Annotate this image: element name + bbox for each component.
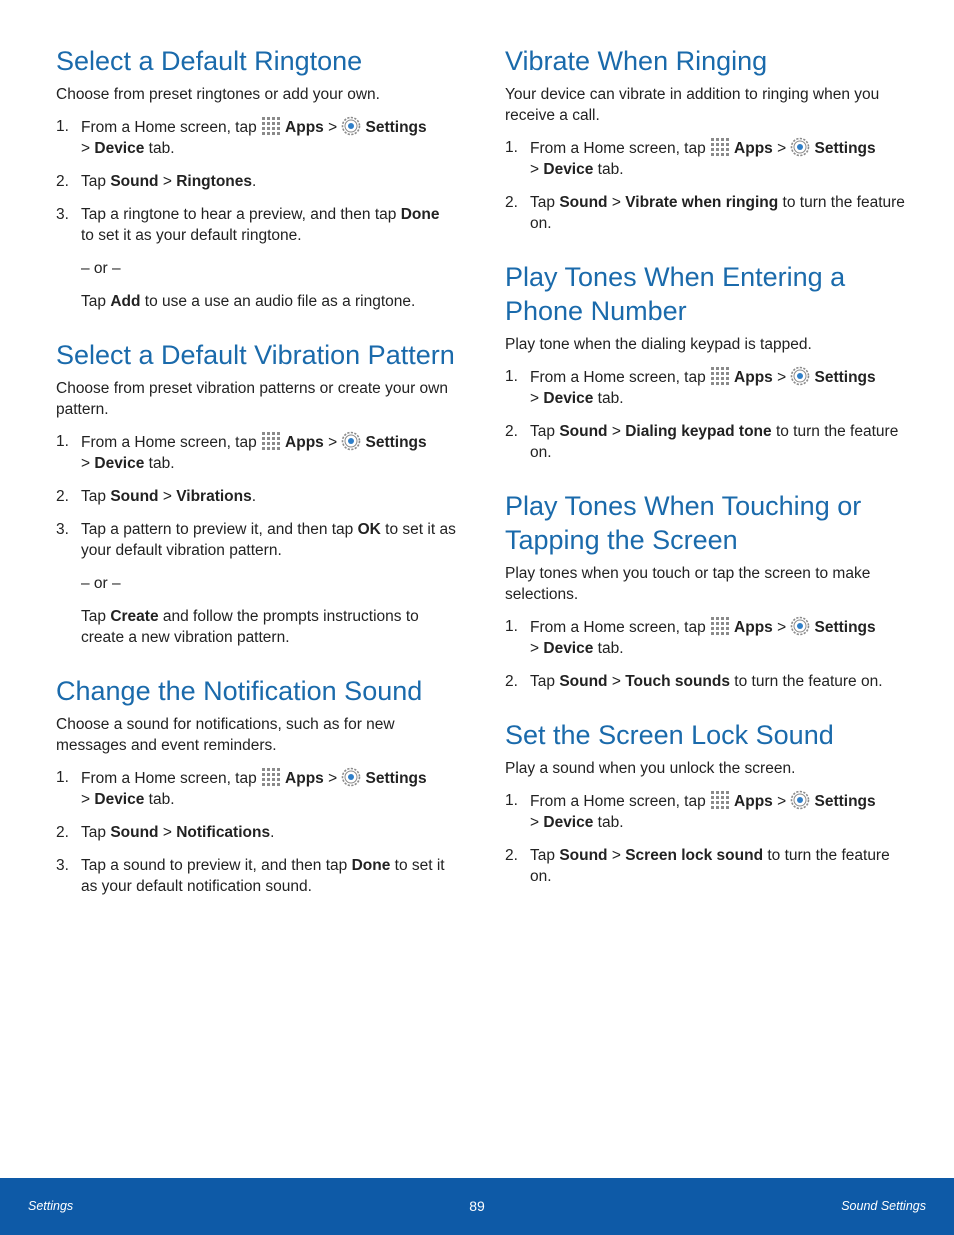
right-column xyxy=(505,44,905,913)
section-intro: Choose from preset vibration patterns or create your own pattern. xyxy=(56,380,448,418)
steps-list xyxy=(56,116,456,312)
step-2: 2. Tap Sound > Vibrate when ringing to turn the feature on. xyxy=(505,194,905,232)
left-column xyxy=(56,44,456,923)
step-1: 1. From a Home screen, tap Apps > Settings > Device tab. xyxy=(56,118,427,157)
apps-grid-icon xyxy=(710,790,730,810)
settings-gear-icon xyxy=(790,616,810,636)
section-title: Play Tones When Touching or Tapping the Screen xyxy=(505,491,862,555)
apps-grid-icon xyxy=(261,767,281,787)
section-touch-tones xyxy=(505,489,905,692)
steps-list xyxy=(56,767,456,897)
footer-section: Sound Settings xyxy=(841,1199,926,1213)
step-2: 2. Tap Sound > Screen lock sound to turn the feature on. xyxy=(505,847,890,885)
apps-grid-icon xyxy=(710,366,730,386)
step-1: 1. From a Home screen, tap Apps > Settings > Device tab. xyxy=(56,433,427,472)
section-dialing-tones xyxy=(505,260,905,463)
steps-list xyxy=(505,366,905,463)
section-title: Vibrate When Ringing xyxy=(505,46,768,76)
section-screen-lock-sound xyxy=(505,718,905,887)
section-title: Set the Screen Lock Sound xyxy=(505,720,834,750)
section-vibrate-ringing xyxy=(505,44,905,234)
settings-gear-icon xyxy=(790,366,810,386)
settings-gear-icon xyxy=(341,767,361,787)
section-intro: Choose a sound for notifications, such as for new messages and event reminders. xyxy=(56,716,395,754)
settings-gear-icon xyxy=(341,116,361,136)
step-1: 1. From a Home screen, tap Apps > Settings > Device tab. xyxy=(505,139,876,178)
step-1: 1. From a Home screen, tap Apps > Settings > Device tab. xyxy=(505,368,876,407)
footer-chapter: Settings xyxy=(28,1199,74,1213)
apps-grid-icon xyxy=(710,137,730,157)
settings-gear-icon xyxy=(790,137,810,157)
page-number: 89 xyxy=(469,1198,485,1214)
steps-list xyxy=(505,137,905,234)
step-3: 3. Tap a ringtone to hear a preview, and then tap Done to set it as your default ringtone. – or – Tap Add to use a use an audio file as a ringtone. xyxy=(56,204,456,312)
settings-gear-icon xyxy=(341,431,361,451)
apps-grid-icon xyxy=(261,116,281,136)
step-1: 1. From a Home screen, tap Apps > Settings > Device tab. xyxy=(56,769,427,808)
section-intro: Choose from preset ringtones or add your own. xyxy=(56,86,380,103)
step-2: 2. Tap Sound > Touch sounds to turn the feature on. xyxy=(505,673,883,690)
steps-list xyxy=(505,790,905,887)
steps-list xyxy=(505,616,905,692)
section-intro: Play tones when you touch or tap the screen to make selections. xyxy=(505,565,871,603)
or-separator: – or – xyxy=(81,575,121,592)
page-footer xyxy=(0,1178,954,1235)
section-intro: Your device can vibrate in addition to ringing when you receive a call. xyxy=(505,86,880,124)
apps-grid-icon xyxy=(710,616,730,636)
step-2: 2. Tap Sound > Dialing keypad tone to turn the feature on. xyxy=(505,423,899,461)
section-title: Change the Notification Sound xyxy=(56,676,423,706)
apps-grid-icon xyxy=(261,431,281,451)
step-2: 2. Tap Sound > Ringtones. xyxy=(56,173,257,190)
step-1: 1. From a Home screen, tap Apps > Settings > Device tab. xyxy=(505,618,876,657)
section-intro: Play tone when the dialing keypad is tapped. xyxy=(505,336,812,353)
steps-list xyxy=(56,431,456,648)
section-ringtone xyxy=(56,44,456,312)
section-title: Play Tones When Entering a Phone Number xyxy=(505,262,846,326)
step-1: 1. From a Home screen, tap Apps > Settings > Device tab. xyxy=(505,792,876,831)
step-3: 3. Tap a sound to preview it, and then tap Done to set it as your default notification sound. xyxy=(56,857,445,895)
section-vibration xyxy=(56,338,456,648)
section-notification xyxy=(56,674,456,897)
section-intro: Play a sound when you unlock the screen. xyxy=(505,760,796,777)
step-2: 2. Tap Sound > Notifications. xyxy=(56,824,275,841)
section-title: Select a Default Vibration Pattern xyxy=(56,340,455,370)
section-title: Select a Default Ringtone xyxy=(56,46,363,76)
step-2: 2. Tap Sound > Vibrations. xyxy=(56,488,257,505)
or-separator: – or – xyxy=(81,260,121,277)
settings-gear-icon xyxy=(790,790,810,810)
step-3: 3. Tap a pattern to preview it, and then tap OK to set it as your default vibration pattern. – or – Tap Create and follow the prompts instructions to create a new vibration pattern. xyxy=(56,521,456,646)
